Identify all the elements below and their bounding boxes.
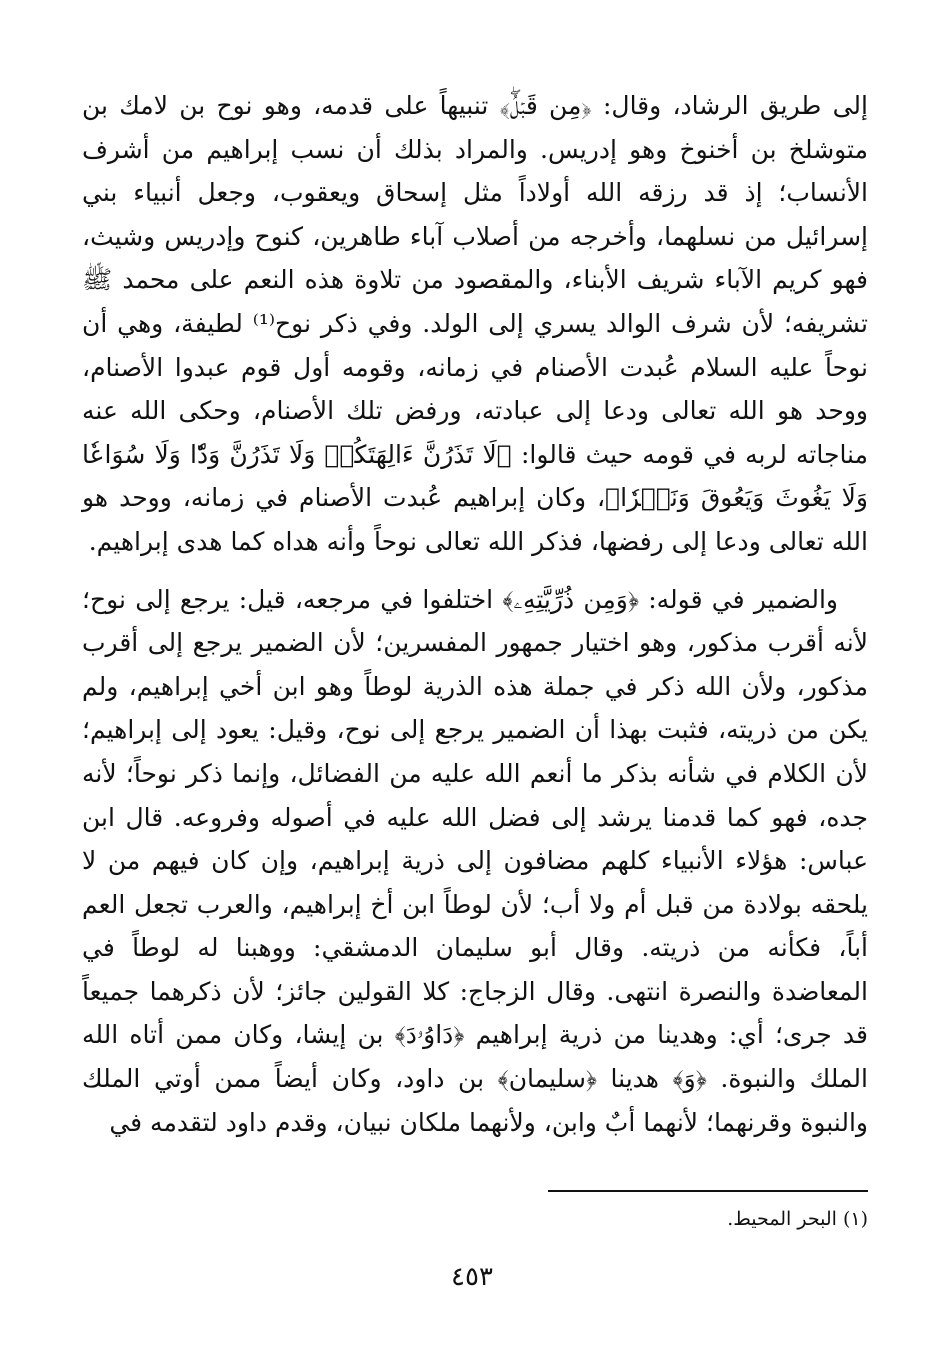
- paragraph-1: إلى طريق الرشاد، وقال: ﴿مِن قَبۡلُۖ﴾ تنبيهاً على قدمه، وهو نوح بن لامك بن متوشلخ بن أخنوخ وهو إدريس. والمراد بذلك أن نسب إبراهيم من أشرف الأنساب؛ إذ قد رزقه الله أولاداً مثل إسحاق ويعقوب، وجعل أنبياء بني إسرائيل من نسلهما، وأخرجه من أصلاب آباء طاهرين، كنوح وإدريس وشيث، فهو كريم الآباء شريف الأبناء، والمقصود من تلاوة هذه النعم على محمد ﷺ تشريفه؛ لأن شرف الوالد يسري إلى الولد. وفي ذكر نوح⁽¹⁾ لطيفة، وهي أن نوحاً عليه السلام عُبدت الأصنام في زمانه، وقومه أول قوم عبدوا الأصنام، ووحد هو الله تعالى ودعا إلى عبادته، ورفض تلك الأصنام، وحكى الله عنه مناجاته لربه في قومه حيث قالوا: ﴿لَا تَذَرُنَّ ءَالِهَتَكُمۡ وَلَا تَذَرُنَّ وَدّٗا وَلَا سُوَاعٗا وَلَا يَغُوثَ وَيَعُوقَ وَنَسۡرٗا﴾، وكان إبراهيم عُبدت الأصنام في زمانه، ووحد هو الله تعالى ودعا إلى رفضها، فذكر الله تعالى نوحاً وأنه هداه كما هدى إبراهيم.: [82, 91, 869, 556]
- footnote-separator: [548, 1190, 868, 1192]
- footnote: (١) البحر المحيط.: [727, 1208, 868, 1230]
- page-number: ٤٥٣: [451, 1262, 493, 1292]
- paragraph-2: والضمير في قوله: ﴿وَمِن ذُرِّيَّتِهِۦ﴾ اختلفوا في مرجعه، قيل: يرجع إلى نوح؛ لأنه أقرب مذكور، وهو اختيار جمهور المفسرين؛ لأن الضمير يرجع إلى أقرب مذكور، ولأن الله ذكر في جملة هذه الذرية لوطاً وهو ابن أخي إبراهيم، ولم يكن من ذريته، فثبت بهذا أن الضمير يرجع إلى نوح، وقيل: يعود إلى إبراهيم؛ لأن الكلام في شأنه بذكر ما أنعم الله عليه من الفضائل، وإنما ذكر نوحاً؛ لأنه جده، فهو كما قدمنا يرشد إلى فضل الله عليه في أصوله وفروعه. قال ابن عباس: هؤلاء الأنبياء كلهم مضافون إلى ذرية إبراهيم، وإن كان فيهم من لا يلحقه بولادة من قبل أم ولا أب؛ لأن لوطاً ابن أخ إبراهيم، والعرب تجعل العم أباً، فكأنه من ذريته. وقال أبو سليمان الدمشقي: ووهبنا له لوطاً في المعاضدة والنصرة انتهى. وقال الزجاج: كلا القولين جائز؛ لأن ذكرهما جميعاً قد جرى؛ أي: وهدينا من ذرية إبراهيم ﴿دَاوُۥدَ﴾ بن إيشا، وكان ممن أتاه الله الملك والنبوة. ﴿وَ﴾ هدينا ﴿سليمان﴾ بن داود، وكان أيضاً ممن أوتي الملك والنبوة وقرنهما؛ لأنهما أبٌ وابن، ولأنهما ملكان نبيان، وقدم داود لتقدمه في: [82, 584, 868, 1137]
- body-text: [82, 84, 868, 1144]
